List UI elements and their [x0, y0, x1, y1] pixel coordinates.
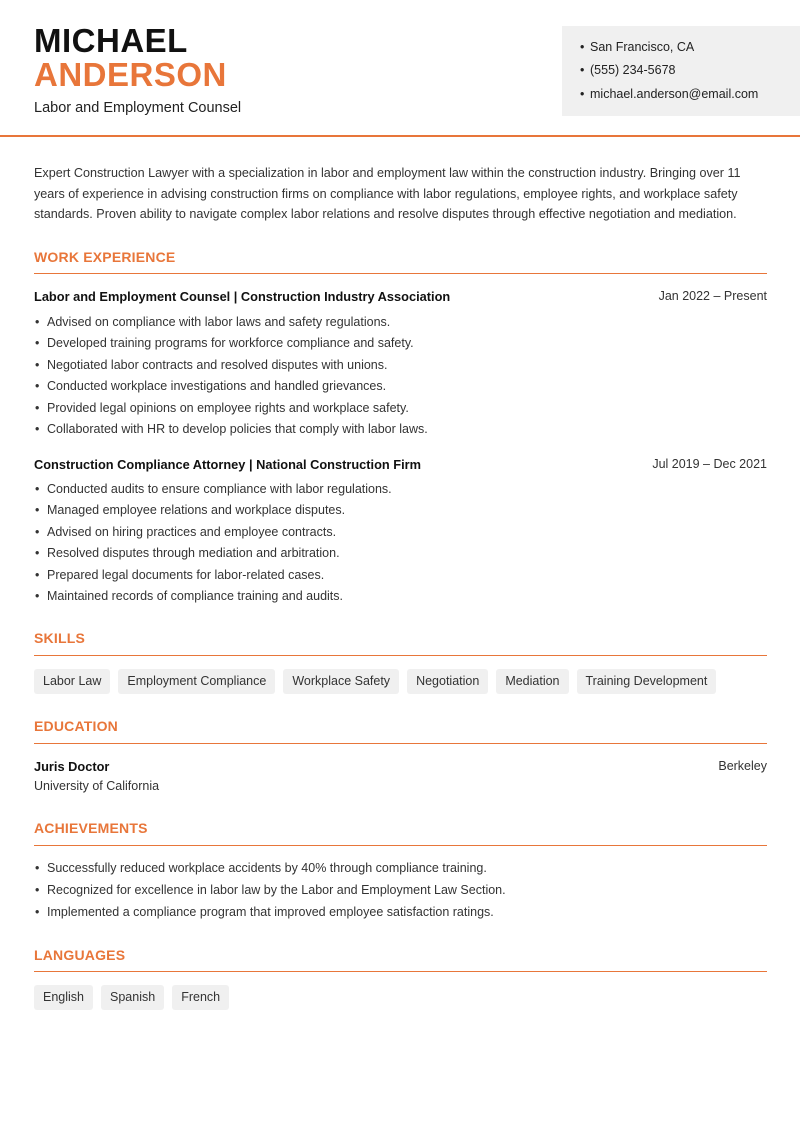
section-divider — [34, 845, 767, 846]
skill-tag: Training Development — [577, 669, 717, 694]
language-tag: Spanish — [101, 985, 164, 1010]
skill-tag: Labor Law — [34, 669, 110, 694]
education-school: University of California — [34, 779, 160, 793]
list-item: • Successfully reduced workplace accidents by 40% through compliance training. — [34, 861, 506, 883]
skills-list — [34, 669, 716, 694]
last-name: ANDERSON — [34, 56, 227, 93]
contact-email: • michael.anderson@email.com — [580, 87, 758, 101]
job-bullets — [34, 482, 392, 610]
section-title-work: WORK EXPERIENCE — [34, 249, 176, 265]
list-item: • Managed employee relations and workplace disputes. — [34, 503, 392, 524]
list-item: • Resolved disputes through mediation and arbitration. — [34, 546, 392, 567]
list-item: • Implemented a compliance program that improved employee satisfaction ratings. — [34, 905, 506, 927]
list-item: • Provided legal opinions on employee rights and workplace safety. — [34, 401, 428, 422]
section-title-achievements: ACHIEVEMENTS — [34, 820, 148, 836]
skill-tag: Workplace Safety — [283, 669, 399, 694]
education-location: Berkeley — [718, 759, 767, 773]
section-title-education: EDUCATION — [34, 718, 118, 734]
job-dates: Jul 2019 – Dec 2021 — [652, 457, 767, 471]
languages-list — [34, 985, 229, 1010]
list-item: • Conducted workplace investigations and handled grievances. — [34, 379, 428, 400]
list-item: • Advised on compliance with labor laws and safety regulations. — [34, 315, 428, 336]
list-item: • Recognized for excellence in labor law by the Labor and Employment Law Section. — [34, 883, 506, 905]
first-name: MICHAEL — [34, 22, 188, 59]
job-bullets — [34, 315, 428, 443]
list-item: • Maintained records of compliance training and audits. — [34, 589, 392, 610]
list-item: • Conducted audits to ensure compliance with labor regulations. — [34, 482, 392, 503]
job-title: Labor and Employment Counsel — [34, 100, 242, 116]
list-item: • Advised on hiring practices and employee contracts. — [34, 525, 392, 546]
job-role: Labor and Employment Counsel | Construction Industry Association — [34, 289, 451, 304]
list-item: • Negotiated labor contracts and resolved disputes with unions. — [34, 358, 428, 379]
job-role: Construction Compliance Attorney | National Construction Firm — [34, 457, 422, 472]
contact-phone: • (555) 234-5678 — [580, 63, 675, 77]
job-dates: Jan 2022 – Present — [658, 289, 767, 303]
list-item: • Collaborated with HR to develop policies that comply with labor laws. — [34, 422, 428, 443]
resume-header — [0, 0, 800, 137]
section-divider — [34, 971, 767, 972]
language-tag: French — [172, 985, 229, 1010]
skill-tag: Negotiation — [407, 669, 488, 694]
achievements-list — [34, 861, 506, 927]
contact-location: • San Francisco, CA — [580, 40, 694, 54]
contact-box — [562, 26, 800, 116]
section-divider — [34, 655, 767, 656]
skill-tag: Employment Compliance — [118, 669, 275, 694]
language-tag: English — [34, 985, 93, 1010]
section-title-languages: LANGUAGES — [34, 947, 126, 963]
section-divider — [34, 273, 767, 274]
education-degree: Juris Doctor — [34, 759, 110, 774]
skill-tag: Mediation — [496, 669, 568, 694]
section-title-skills: SKILLS — [34, 630, 85, 646]
list-item: • Developed training programs for workforce compliance and safety. — [34, 336, 428, 357]
summary: Expert Construction Lawyer with a specialization in labor and employment law within the construction industry. Bringing over 11 years of experience in advising construction firms on compliance with labor regulations, employee rights, and workplace safety standards. Proven ability to navigate complex labor relations and resolve disputes through effective negotiation and mediation. — [34, 166, 741, 221]
section-divider — [34, 743, 767, 744]
list-item: • Prepared legal documents for labor-related cases. — [34, 568, 392, 589]
